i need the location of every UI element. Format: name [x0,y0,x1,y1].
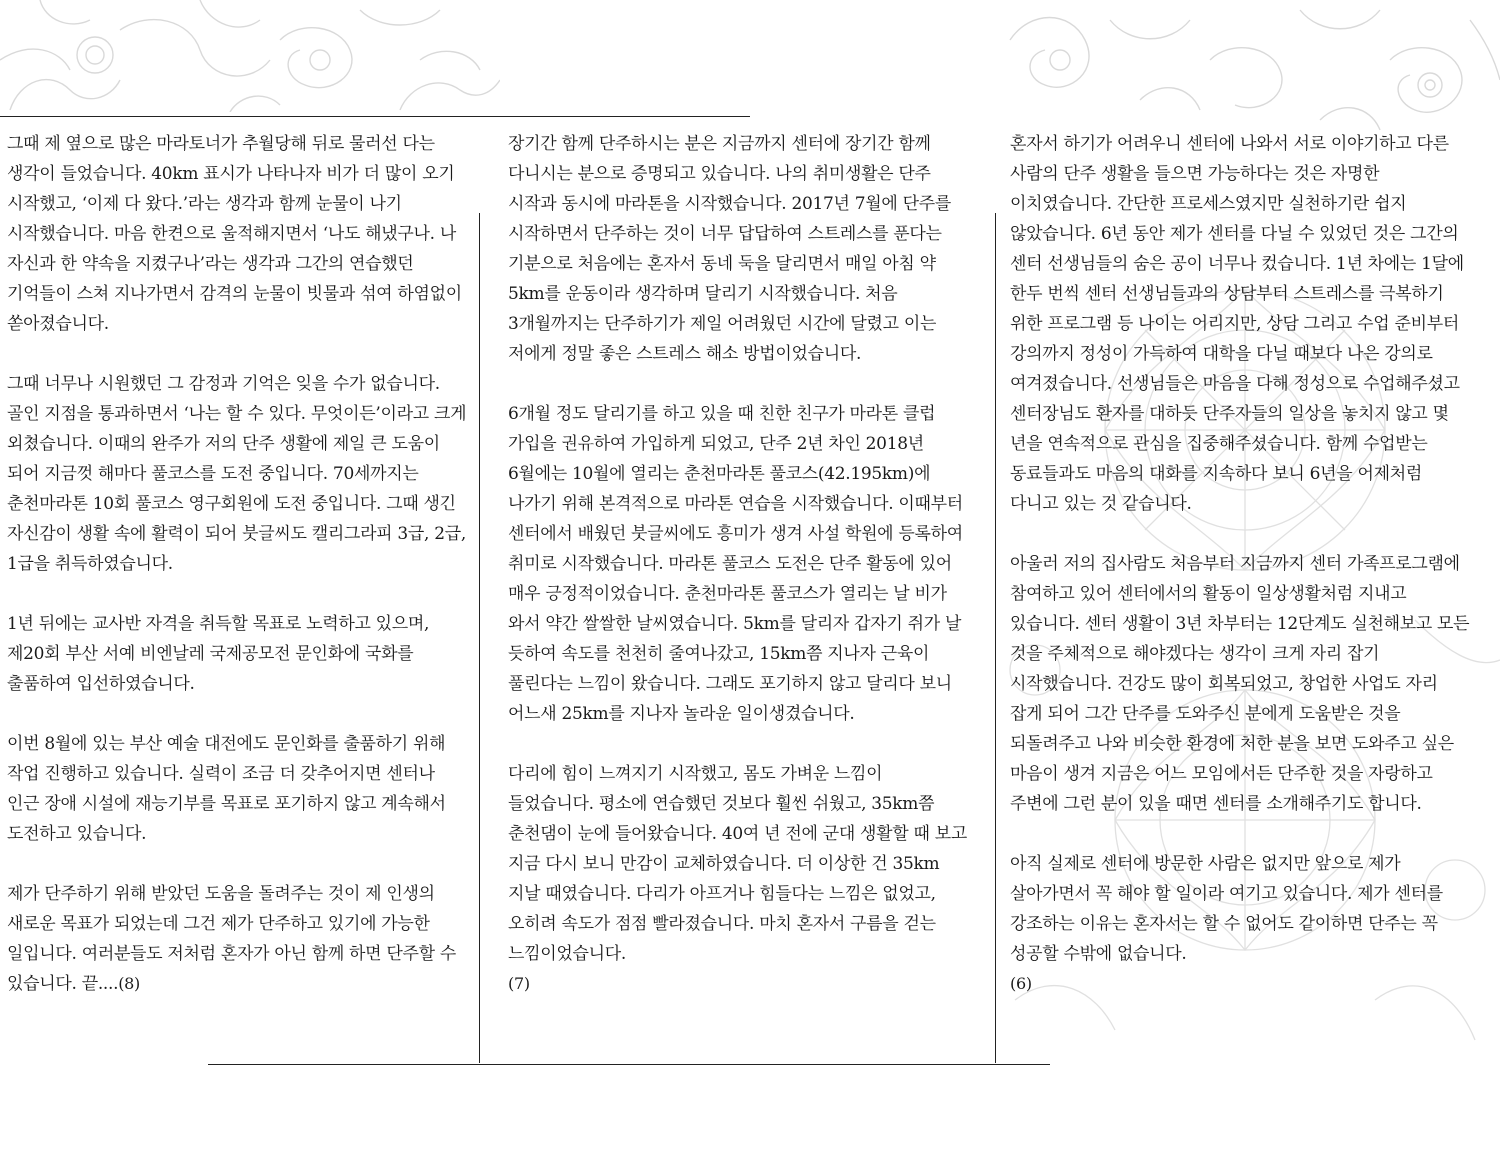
left-column [7,129,469,999]
page-number-7: (7) [508,974,530,993]
left-paragraph-5 [7,879,469,999]
right-column [1010,129,1472,999]
left-paragraph-3: 1년 뒤에는 교사반 자격을 취득할 목표로 노력하고 있으며, 제20회 부산 서예 비엔날레 국제공모전 문인화에 국화를 출품하여 입선하였습니다. [7,614,430,694]
column-divider-right [995,213,996,1063]
right-paragraph-2: 아울러 저의 집사람도 처음부터 지금까지 센터 가족프로그램에 참여하고 있어 센터에서의 활동이 일상생활처럼 지내고 있습니다. 센터 생활이 3년 차부터는 12단계도 실천해보고 모든 것을 주체적으로 해야겠다는 생각이 크게 자리 잡기 시작했습니다. 건강도 많이 회복되었고, 창업한 사업도 자리 잡게 되어 그간 단주를 도와주신 분에게 도움받은 것을 되돌려주고 나와 비슷한 환경에 처한 분을 보면 도와주고 싶은 마음이 생겨 지금은 어느 모임에서든 단주한 것을 자랑하고 주변에 그런 분이 있을 때면 센터를 소개해주기도 합니다. [1010,554,1470,814]
left-paragraph-5-text: 제가 단주하기 위해 받았던 도움을 돌려주는 것이 제 인생의 새로운 목표가 되었는데 그건 제가 단주하고 있기에 가능한 일입니다. 여러분들도 저처럼 혼자가 아닌 함께 하면 단주할 수 있습니다. 끝.... [7,884,456,994]
floral-ornament-top-right [990,0,1500,140]
page-number-8: (8) [118,974,140,993]
page-number-6: (6) [1010,974,1032,993]
bottom-horizontal-rule [208,1064,1050,1065]
left-paragraph-2: 그때 너무나 시원했던 그 감정과 기억은 잊을 수가 없습니다. 골인 지점을 통과하면서 ‘나는 할 수 있다. 무엇이든’이라고 크게 외쳤습니다. 이때의 완주가 저의 단주 생활에 제일 큰 도움이 되어 지금껏 해마다 풀코스를 도전 중입니다. 70세까지는 춘천마라톤 10회 풀코스 영구회원에 도전 중입니다. 그때 생긴 자신감이 생활 속에 활력이 되어 붓글씨도 캘리그라피 3급, 2급, 1급을 취득하였습니다. [7,374,467,574]
floral-ornament-top-left [0,0,500,112]
column-divider-left [479,213,480,1063]
middle-paragraph-2: 6개월 정도 달리기를 하고 있을 때 친한 친구가 마라톤 클럽 가입을 권유하여 가입하게 되었고, 단주 2년 차인 2018년 6월에는 10월에 열리는 춘천마라톤 풀코스(42.195km)에 나가기 위해 본격적으로 마라톤 연습을 시작했습니다. 이때부터 센터에서 배웠던 붓글씨에도 흥미가 생겨 사설 학원에 등록하여 취미로 시작했습니다. 마라톤 풀코스 도전은 단주 활동에 있어 매우 긍정적이었습니다. 춘천마라톤 풀코스가 열리는 날 비가 와서 약간 쌀쌀한 날씨였습니다. 5km를 달리자 갑자기 쥐가 날 듯하여 속도를 천천히 줄여나갔고, 15km쯤 지나자 근육이 풀린다는 느낌이 왔습니다. 그래도 포기하지 않고 달리다 보니 어느새 25km를 지나자 놀라운 일이생겼습니다. [508,404,963,724]
left-paragraph-4: 이번 8월에 있는 부산 예술 대전에도 문인화를 출품하기 위해 작업 진행하고 있습니다. 실력이 조금 더 갖추어지면 센터나 인근 장애 시설에 재능기부를 목표로 포기하지 않고 계속해서 도전하고 있습니다. [7,734,446,844]
right-paragraph-1: 혼자서 하기가 어려우니 센터에 나와서 서로 이야기하고 다른 사람의 단주 생활을 들으면 가능하다는 것은 자명한 이치였습니다. 간단한 프로세스였지만 실천하기란 쉽지 않았습니다. 6년 동안 제가 센터를 다닐 수 있었던 것은 그간의 센터 선생님들의 숨은 공이 너무나 컸습니다. 1년 차에는 1달에 한두 번씩 센터 선생님들과의 상담부터 스트레스를 극복하기 위한 프로그램 등 나이는 어리지만, 상담 그리고 수업 준비부터 강의까지 정성이 가득하여 대학을 다닐 때보다 나은 강의로 여겨졌습니다. 선생님들은 마음을 다해 정성으로 수업해주셨고 센터장님도 환자를 대하듯 단주자들의 일상을 놓치지 않고 몇 년을 연속적으로 관심을 집중해주셨습니다. 함께 수업받는 동료들과도 마음의 대화를 지속하다 보니 6년을 어제처럼 다니고 있는 것 같습니다. [1010,134,1464,514]
middle-paragraph-3: 다리에 힘이 느껴지기 시작했고, 몸도 가벼운 느낌이 들었습니다. 평소에 연습했던 것보다 훨씬 쉬웠고, 35km쯤 춘천댐이 눈에 들어왔습니다. 40여 년 전에 군대 생활할 때 보고 지금 다시 보니 만감이 교체하였습니다. 더 이상한 건 35km 지날 때였습니다. 다리가 아프거나 힘들다는 느낌은 없었고, 오히려 속도가 점점 빨라졌습니다. 마치 혼자서 구름을 걷는 느낌이었습니다. [508,764,967,964]
left-paragraph-1: 그때 제 옆으로 많은 마라토너가 추월당해 뒤로 물러선 다는 생각이 들었습니다. 40km 표시가 나타나자 비가 더 많이 오기 시작했고, ‘이제 다 왔다.’라는 생각과 함께 눈물이 나기 시작했습니다. 마음 한켠으로 울적해지면서 ‘나도 해냈구나. 나 자신과 한 약속을 지켰구나’라는 생각과 그간의 연습했던 기억들이 스쳐 지나가면서 감격의 눈물이 빗물과 섞여 하염없이 쏟아졌습니다. [7,134,462,334]
middle-column [508,129,970,999]
middle-paragraph-1: 장기간 함께 단주하시는 분은 지금까지 센터에 장기간 함께 다니시는 분으로 증명되고 있습니다. 나의 취미생활은 단주 시작과 동시에 마라톤을 시작했습니다. 2017년 7월에 단주를 시작하면서 단주하는 것이 너무 답답하여 스트레스를 푼다는 기분으로 처음에는 혼자서 동네 둑을 달리면서 매일 아침 약 5km를 운동이라 생각하며 달리기 시작했습니다. 처음 3개월까지는 단주하기가 제일 어려웠던 시간에 달렸고 이는 저에게 정말 좋은 스트레스 해소 방법이었습니다. [508,134,951,364]
right-paragraph-3: 아직 실제로 센터에 방문한 사람은 없지만 앞으로 제가 살아가면서 꼭 해야 할 일이라 여기고 있습니다. 제가 센터를 강조하는 이유는 혼자서는 할 수 없어도 같이하면 단주는 꼭 성공할 수밖에 없습니다. [1010,854,1443,964]
top-horizontal-rule [0,116,750,117]
